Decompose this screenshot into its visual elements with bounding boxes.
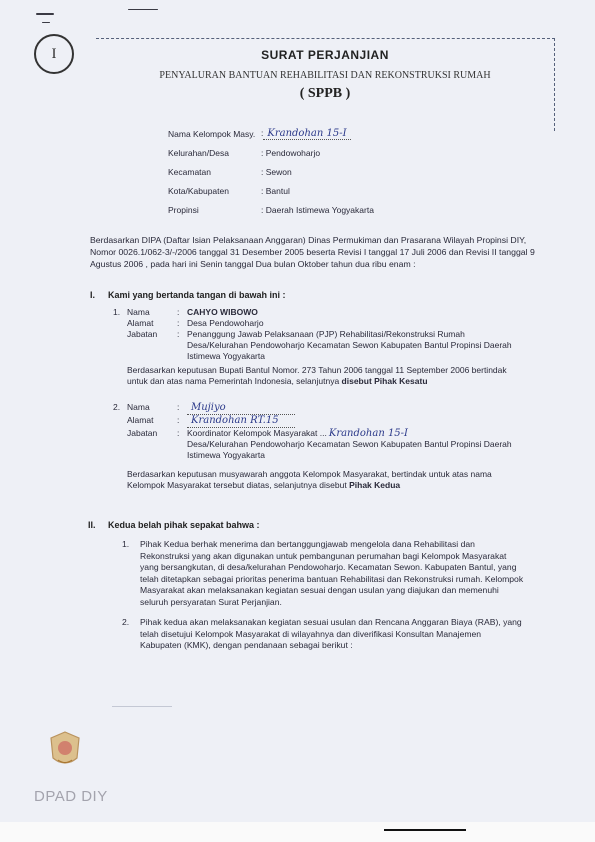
party-1-role: Penanggung Jawab Pelaksanaan (PJP) Rehabilitasi/Rekonstruksi Rumah Desa/Kelurahan Pendowoharjo Kecamatan Sewon Kabupaten Bantul Propinsi Daerah Istimewa Yogyakarta bbox=[187, 329, 512, 361]
handwritten-group-name: Krandohan 15-I bbox=[263, 128, 350, 140]
party-field-label: Alamat bbox=[127, 318, 154, 328]
identity-label: Kecamatan bbox=[168, 166, 211, 177]
party-number: 2. bbox=[113, 402, 121, 412]
ink-mark bbox=[36, 13, 54, 15]
party-2-basis: Berdasarkan keputusan musyawarah anggota Kelompok Masyarakat, bertindak untuk atas nama Kelompok Masyarakat tersebut diatas, selanjutnya disebut Pihak Kedua bbox=[127, 469, 492, 490]
ink-mark bbox=[42, 22, 50, 23]
agreement-item-text: Pihak kedua akan melaksanakan kegiatan sesuai usulan dan Rencana Anggaran Biaya (RAB), yang telah disetujui Kelompok Masyarakat di wilayahnya dan diverifikasi Konsultan Manajemen Kabupaten (KMK), dengan pendanaan sebagai berikut : bbox=[140, 617, 522, 650]
party-field-label: Jabatan bbox=[127, 428, 158, 438]
identity-row: Nama Kelompok Masy. : Krandohan 15-I bbox=[168, 124, 374, 143]
identity-block bbox=[168, 124, 374, 219]
party-1-block: 1. Nama : CAHYO WIBOWO Alamat : Desa Pendowoharjo Jabatan : Penanggung Jawab Pelaksanaan (PJP) Rehabilitasi/Rekonstruksi Rumah Desa/Kelurahan Pendowoharjo Kecamatan Sewon Kabupaten Bantul Propinsi Daerah Istimewa Yogyakarta bbox=[113, 307, 533, 362]
section-2-number: II. bbox=[88, 520, 96, 530]
party-2-role: Koordinator Kelompok Masyarakat ... Krandohan 15-I Desa/Kelurahan Pendowoharjo Kecamatan Sewon Kabupaten Bantul Propinsi Daerah Istimewa Yogyakarta bbox=[187, 428, 512, 460]
party-field-label: Alamat bbox=[127, 415, 154, 425]
intro-paragraph: Berdasarkan DIPA (Daftar Isian Pelaksanaan Anggaran) Dinas Permukiman dan Prasarana Wilayah Propinsi DIY, Nomor 0026.1/062-3/-/2006 tanggal 31 Desember 2005 beserta Revisi I tanggal 17 Juli 2006 dan Revisi II tanggal 9 Agustus 2006 , pada hari ini Senin tanggal Dua bulan Oktober tahun dua ribu enam : bbox=[90, 235, 535, 269]
document-subtitle: PENYALURAN BANTUAN REHABILITASI DAN REKONSTRUKSI RUMAH bbox=[159, 70, 491, 81]
archive-watermark: DPAD DIY bbox=[34, 788, 108, 805]
identity-value: Sewon bbox=[265, 166, 292, 177]
identity-row: Kecamatan : Sewon bbox=[168, 166, 292, 177]
document-title: SURAT PERJANJIAN bbox=[261, 48, 389, 62]
page-marker-circle: I bbox=[34, 34, 74, 74]
party-1-basis: Berdasarkan keputusan Bupati Bantul Nomor. 273 Tahun 2006 tanggal 11 September 2006 bertindak untuk dan atas nama Pemerintah Indonesia, selanjutnya disebut Pihak Kesatu bbox=[127, 365, 507, 386]
party-field-label: Nama bbox=[127, 307, 150, 317]
agreement-item bbox=[122, 539, 524, 608]
party-number: 1. bbox=[113, 307, 121, 317]
page-bottom-margin bbox=[0, 822, 595, 842]
agreement-item bbox=[122, 617, 524, 652]
identity-row: Propinsi : Daerah Istimewa Yogyakarta bbox=[168, 204, 374, 215]
handwritten-group-name: Krandohan 15-I bbox=[328, 428, 408, 439]
party-1-name: CAHYO WIBOWO bbox=[187, 307, 258, 317]
ink-mark bbox=[128, 9, 158, 10]
faint-rule bbox=[112, 706, 172, 707]
agreement-item-number: 1. bbox=[122, 539, 130, 549]
section-1-title: Kami yang bertanda tangan di bawah ini : bbox=[108, 290, 286, 300]
identity-label: Kelurahan/Desa bbox=[168, 147, 229, 158]
section-2-title: Kedua belah pihak sepakat bahwa : bbox=[108, 520, 260, 530]
party-2-address-handwritten: Krandohan RT.15 bbox=[187, 415, 295, 428]
party-2-block: 2. Nama : Mujiyo Alamat : Krandohan RT.15 Jabatan : Koordinator Kelompok Masyarakat ... Krandohan 15-I Desa/Kelurahan Pendowoharjo Kecamatan Sewon Kabupaten Bantul Propinsi Daerah Istimewa Yogyakarta bbox=[113, 402, 533, 461]
party-2-name-handwritten: Mujiyo bbox=[187, 402, 295, 415]
identity-label: Propinsi bbox=[168, 204, 199, 215]
identity-label: Nama Kelompok Masy. bbox=[168, 128, 256, 139]
identity-row: Kota/Kabupaten : Bantul bbox=[168, 185, 290, 196]
identity-value: Daerah Istimewa Yogyakarta bbox=[265, 204, 374, 215]
party-1-address: Desa Pendowoharjo bbox=[187, 318, 264, 328]
section-1-number: I. bbox=[90, 290, 96, 300]
identity-row: Kelurahan/Desa : Pendowoharjo bbox=[168, 147, 321, 158]
identity-label: Kota/Kabupaten bbox=[168, 185, 229, 196]
agreement-item-number: 2. bbox=[122, 617, 130, 627]
footer-rule bbox=[384, 829, 466, 831]
agreement-item-text: Pihak Kedua berhak menerima dan bertanggungjawab mengelola dana Rehabilitasi dan Rekonstruksi yang akan digunakan untuk pembangunan perumahan bagi Kelompok Masyarakat yang bersangkutan, di desa/kelurahan Pendowoharjo. Kecamatan Sewon. Kabupaten Bantul, yang telah ditetapkan sebagai prioritas penerima bantuan Rehabilitasi dan Rekonstruksi rumah. Kelompok Masyarakat akan melaksanakan kegiatan sesuai dengan usulan yang diajukan dan memenuhi seluruh persyaratan Surat Perjanjian. bbox=[140, 539, 524, 607]
identity-value: Pendowoharjo bbox=[265, 147, 321, 158]
party-field-label: Nama bbox=[127, 402, 150, 412]
identity-value: Bantul bbox=[265, 185, 290, 196]
document-code: ( SPPB ) bbox=[299, 86, 351, 101]
regional-seal-logo bbox=[48, 730, 82, 770]
party-field-label: Jabatan bbox=[127, 329, 158, 339]
